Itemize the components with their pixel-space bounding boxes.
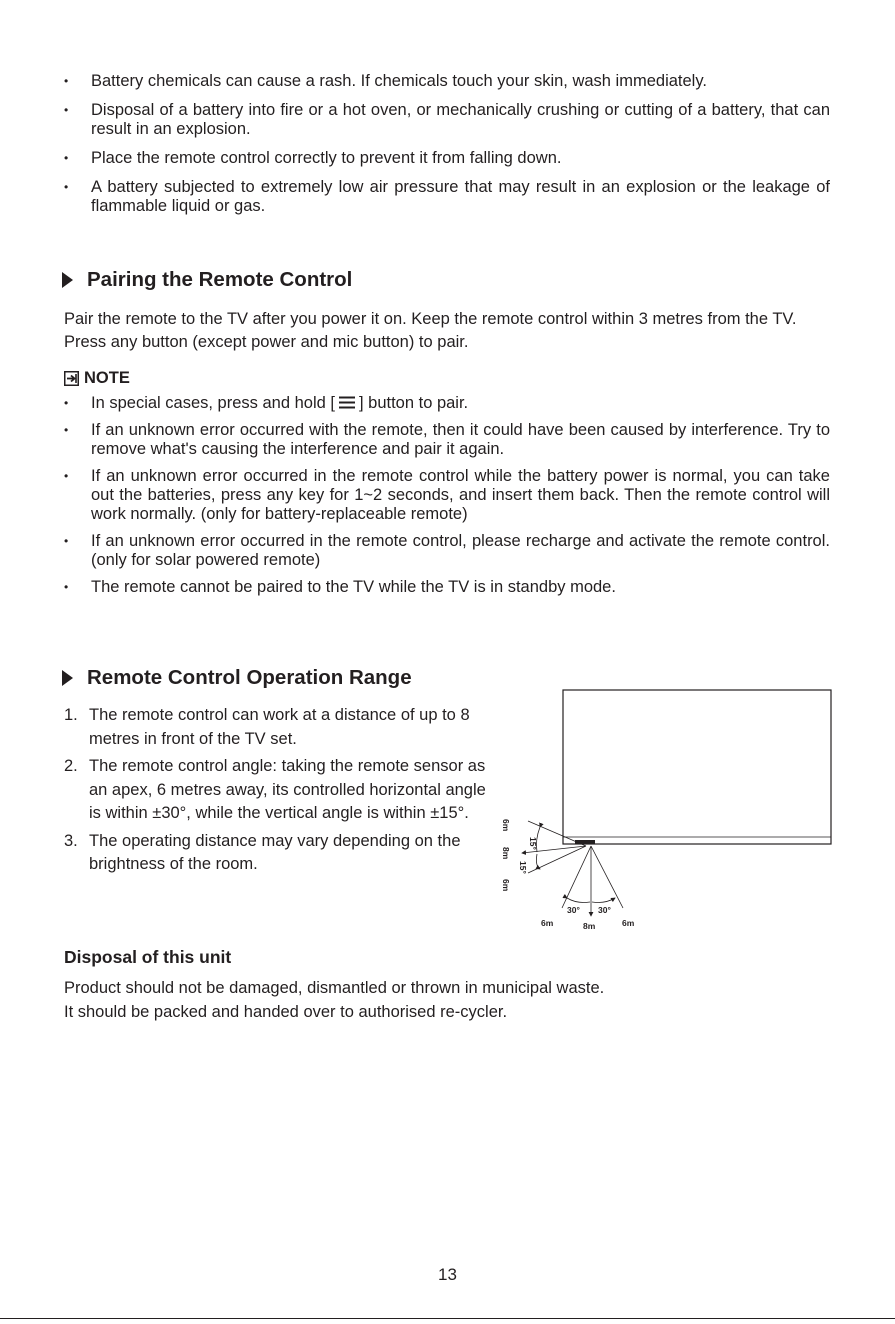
list-item: • If an unknown error occurred in the remote control while the battery power is normal, you can take out the batteries, press any key for 1~2 seconds, and insert them back. Then the remote control will work normally. (only for battery-replaceable remote) (64, 467, 830, 523)
range-heading: Remote Control Operation Range (62, 666, 412, 690)
list-item: • A battery subjected to extremely low air pressure that may result in an explosion or the leakage of flammable liquid or gas. (64, 178, 830, 215)
list-item: • The remote cannot be paired to the TV while the TV is in standby mode. (64, 578, 616, 596)
vertical-bottom-distance-label: 6m (501, 879, 511, 892)
list-item: • Disposal of a battery into fire or a hot oven, or mechanically crushing or cutting of a battery, that can result in an explosion. (64, 101, 830, 138)
note-arrow-icon (64, 371, 79, 386)
triangle-bullet-icon (62, 670, 73, 686)
horizontal-front-distance-label: 8m (583, 921, 596, 931)
disposal-line-2: It should be packed and handed over to authorised re-cycler. (64, 1003, 508, 1021)
bullet-icon: • (64, 396, 69, 410)
horizontal-right-distance-label: 6m (622, 918, 635, 928)
range-list (64, 704, 496, 881)
menu-lines-icon (338, 396, 356, 409)
list-item: 2. The remote control angle: taking the remote sensor as an apex, 6 metres away, its controlled horizontal angle is within ±30°, while the vertical angle is within ±15°. (64, 757, 486, 822)
list-item: 3. The operating distance may vary depending on the brightness of the room. (64, 831, 461, 873)
vertical-upper-angle-label: 15° (528, 837, 538, 850)
bullet-icon: • (64, 534, 69, 548)
triangle-bullet-icon (62, 272, 73, 288)
bottom-divider (0, 1318, 895, 1319)
disposal-line-1: Product should not be damaged, dismantled or thrown in municipal waste. (64, 979, 605, 997)
note-list (60, 394, 830, 597)
note-heading: NOTE (64, 369, 130, 388)
bullet-icon: • (64, 74, 69, 88)
operation-range-diagram (497, 688, 837, 933)
bullet-icon: • (64, 423, 69, 437)
list-item: • Place the remote control correctly to prevent it from falling down. (64, 149, 562, 167)
bullet-icon: • (64, 180, 69, 194)
list-item: • Battery chemicals can cause a rash. If chemicals touch your skin, wash immediately. (64, 72, 707, 90)
vertical-lower-angle-label: 15° (518, 861, 528, 874)
battery-warnings-list (60, 72, 830, 216)
pairing-heading: Pairing the Remote Control (62, 268, 352, 292)
list-item: • If an unknown error occurred in the remote control, please recharge and activate the remote control. (only for solar powered remote) (64, 532, 830, 569)
page-number: 13 (438, 1265, 457, 1284)
bullet-icon: • (64, 151, 69, 165)
horizontal-left-angle-label: 30° (567, 905, 580, 915)
list-item: • In special cases, press and hold [ ] button to pair. (64, 394, 469, 412)
bullet-icon: • (64, 580, 69, 594)
list-item: • If an unknown error occurred with the remote, then it could have been caused by interference. Try to remove what's causing the interference and pair it again. (64, 421, 830, 458)
vertical-top-distance-label: 6m (501, 819, 511, 832)
tv-outline (563, 690, 831, 844)
vertical-front-distance-label: 8m (501, 847, 511, 860)
bullet-icon: • (64, 103, 69, 117)
horizontal-left-distance-label: 6m (541, 918, 554, 928)
disposal-heading: Disposal of this unit (64, 947, 232, 967)
list-item: 1. The remote control can work at a distance of up to 8 metres in front of the TV set. (64, 706, 470, 748)
horizontal-right-angle-label: 30° (598, 905, 611, 915)
pairing-text: Pair the remote to the TV after you power it on. Keep the remote control within 3 metres from the TV. Press any button (except power and mic button) to pair. (64, 310, 797, 351)
bullet-icon: • (64, 469, 69, 483)
